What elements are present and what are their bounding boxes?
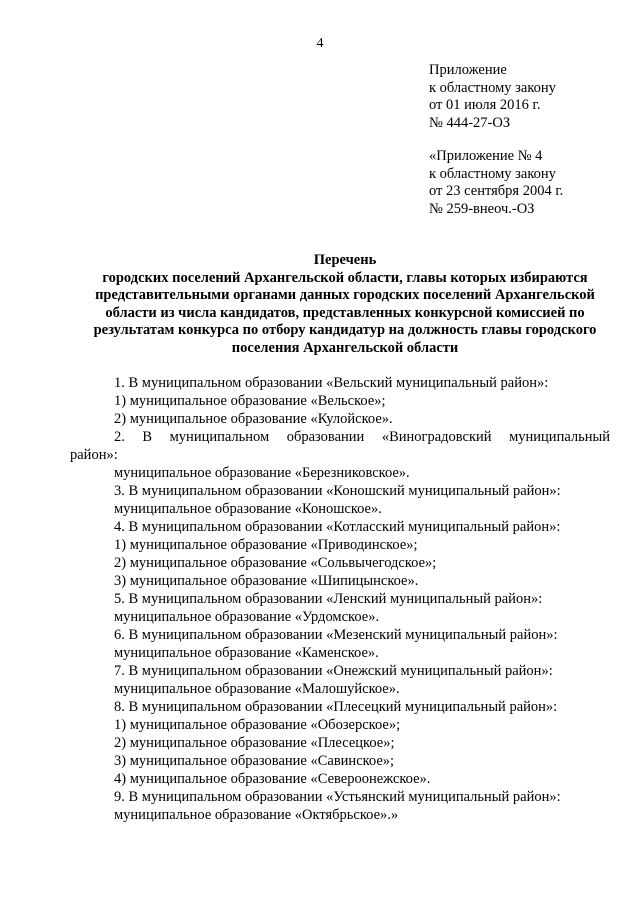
list-item: 7. В муниципальном образовании «Онежский муниципальный район»: bbox=[114, 663, 553, 679]
list-item: 1) муниципальное образование «Вельское»; bbox=[114, 393, 386, 409]
appendix-line: от 01 июля 2016 г. bbox=[429, 97, 541, 113]
title-line: области из числа кандидатов, представленных конкурсной комиссией по bbox=[105, 304, 585, 321]
list-item: 6. В муниципальном образовании «Мезенский муниципальный район»: bbox=[114, 627, 558, 643]
appendix-header bbox=[429, 62, 556, 132]
title-line: поселения Архангельской области bbox=[231, 339, 459, 356]
appendix-original-line: № 259-внеоч.-ОЗ bbox=[429, 200, 535, 217]
title-heading: Перечень bbox=[313, 252, 377, 268]
list-item: 9. В муниципальном образовании «Устьянский муниципальный район»: bbox=[114, 789, 561, 805]
appendix-line: к областному закону bbox=[429, 79, 556, 96]
title-line: городских поселений Архангельской области, главы которых избираются bbox=[102, 269, 588, 286]
list-item: муниципальное образование «Октябрьское».» bbox=[114, 807, 399, 823]
list-item: район»: bbox=[70, 447, 118, 463]
list-item: муниципальное образование «Коношское». bbox=[114, 501, 382, 517]
list-item: 3) муниципальное образование «Савинское»; bbox=[114, 753, 395, 769]
list-item: 5. В муниципальном образовании «Ленский муниципальный район»: bbox=[114, 591, 543, 607]
title-line: результатам конкурса по отбору кандидатур на должность главы городского bbox=[93, 322, 597, 339]
list-item: 2. В муниципальном образовании «Виноградовский муниципальный bbox=[114, 429, 610, 445]
list-item: 2) муниципальное образование «Кулойское». bbox=[114, 411, 393, 427]
list-item: 2) муниципальное образование «Плесецкое»; bbox=[114, 735, 395, 751]
list-item: 8. В муниципальном образовании «Плесецкий муниципальный район»: bbox=[114, 699, 558, 715]
list-item: 2) муниципальное образование «Сольвычегодское»; bbox=[114, 555, 437, 571]
title-line: представительными органами данных городских поселений Архангельской bbox=[95, 287, 595, 304]
appendix-line: Приложение bbox=[429, 62, 507, 78]
list-item: 4. В муниципальном образовании «Котласский муниципальный район»: bbox=[114, 519, 561, 535]
settlement-list bbox=[70, 374, 610, 824]
appendix-original-line: от 23 сентября 2004 г. bbox=[429, 183, 564, 199]
document-title bbox=[70, 252, 620, 358]
list-item: муниципальное образование «Малошуйское». bbox=[114, 681, 400, 697]
appendix-original-header bbox=[429, 148, 563, 218]
list-item: 3. В муниципальном образовании «Коношский муниципальный район»: bbox=[114, 483, 561, 499]
appendix-original-line: к областному закону bbox=[429, 165, 556, 182]
list-item: 3) муниципальное образование «Шипицынское». bbox=[114, 573, 419, 589]
list-item: 1. В муниципальном образовании «Вельский муниципальный район»: bbox=[114, 375, 549, 391]
appendix-original-line: «Приложение № 4 bbox=[429, 148, 543, 164]
appendix-line: № 444-27-ОЗ bbox=[429, 114, 511, 131]
list-item: 4) муниципальное образование «Североонежское». bbox=[114, 771, 431, 787]
list-item: муниципальное образование «Березниковское». bbox=[114, 465, 410, 481]
list-item: 1) муниципальное образование «Обозерское»; bbox=[114, 717, 401, 733]
list-item: муниципальное образование «Каменское». bbox=[114, 645, 379, 661]
list-item: 1) муниципальное образование «Приводинское»; bbox=[114, 537, 418, 553]
page-number: 4 bbox=[316, 36, 324, 51]
list-item: муниципальное образование «Урдомское». bbox=[114, 609, 380, 625]
